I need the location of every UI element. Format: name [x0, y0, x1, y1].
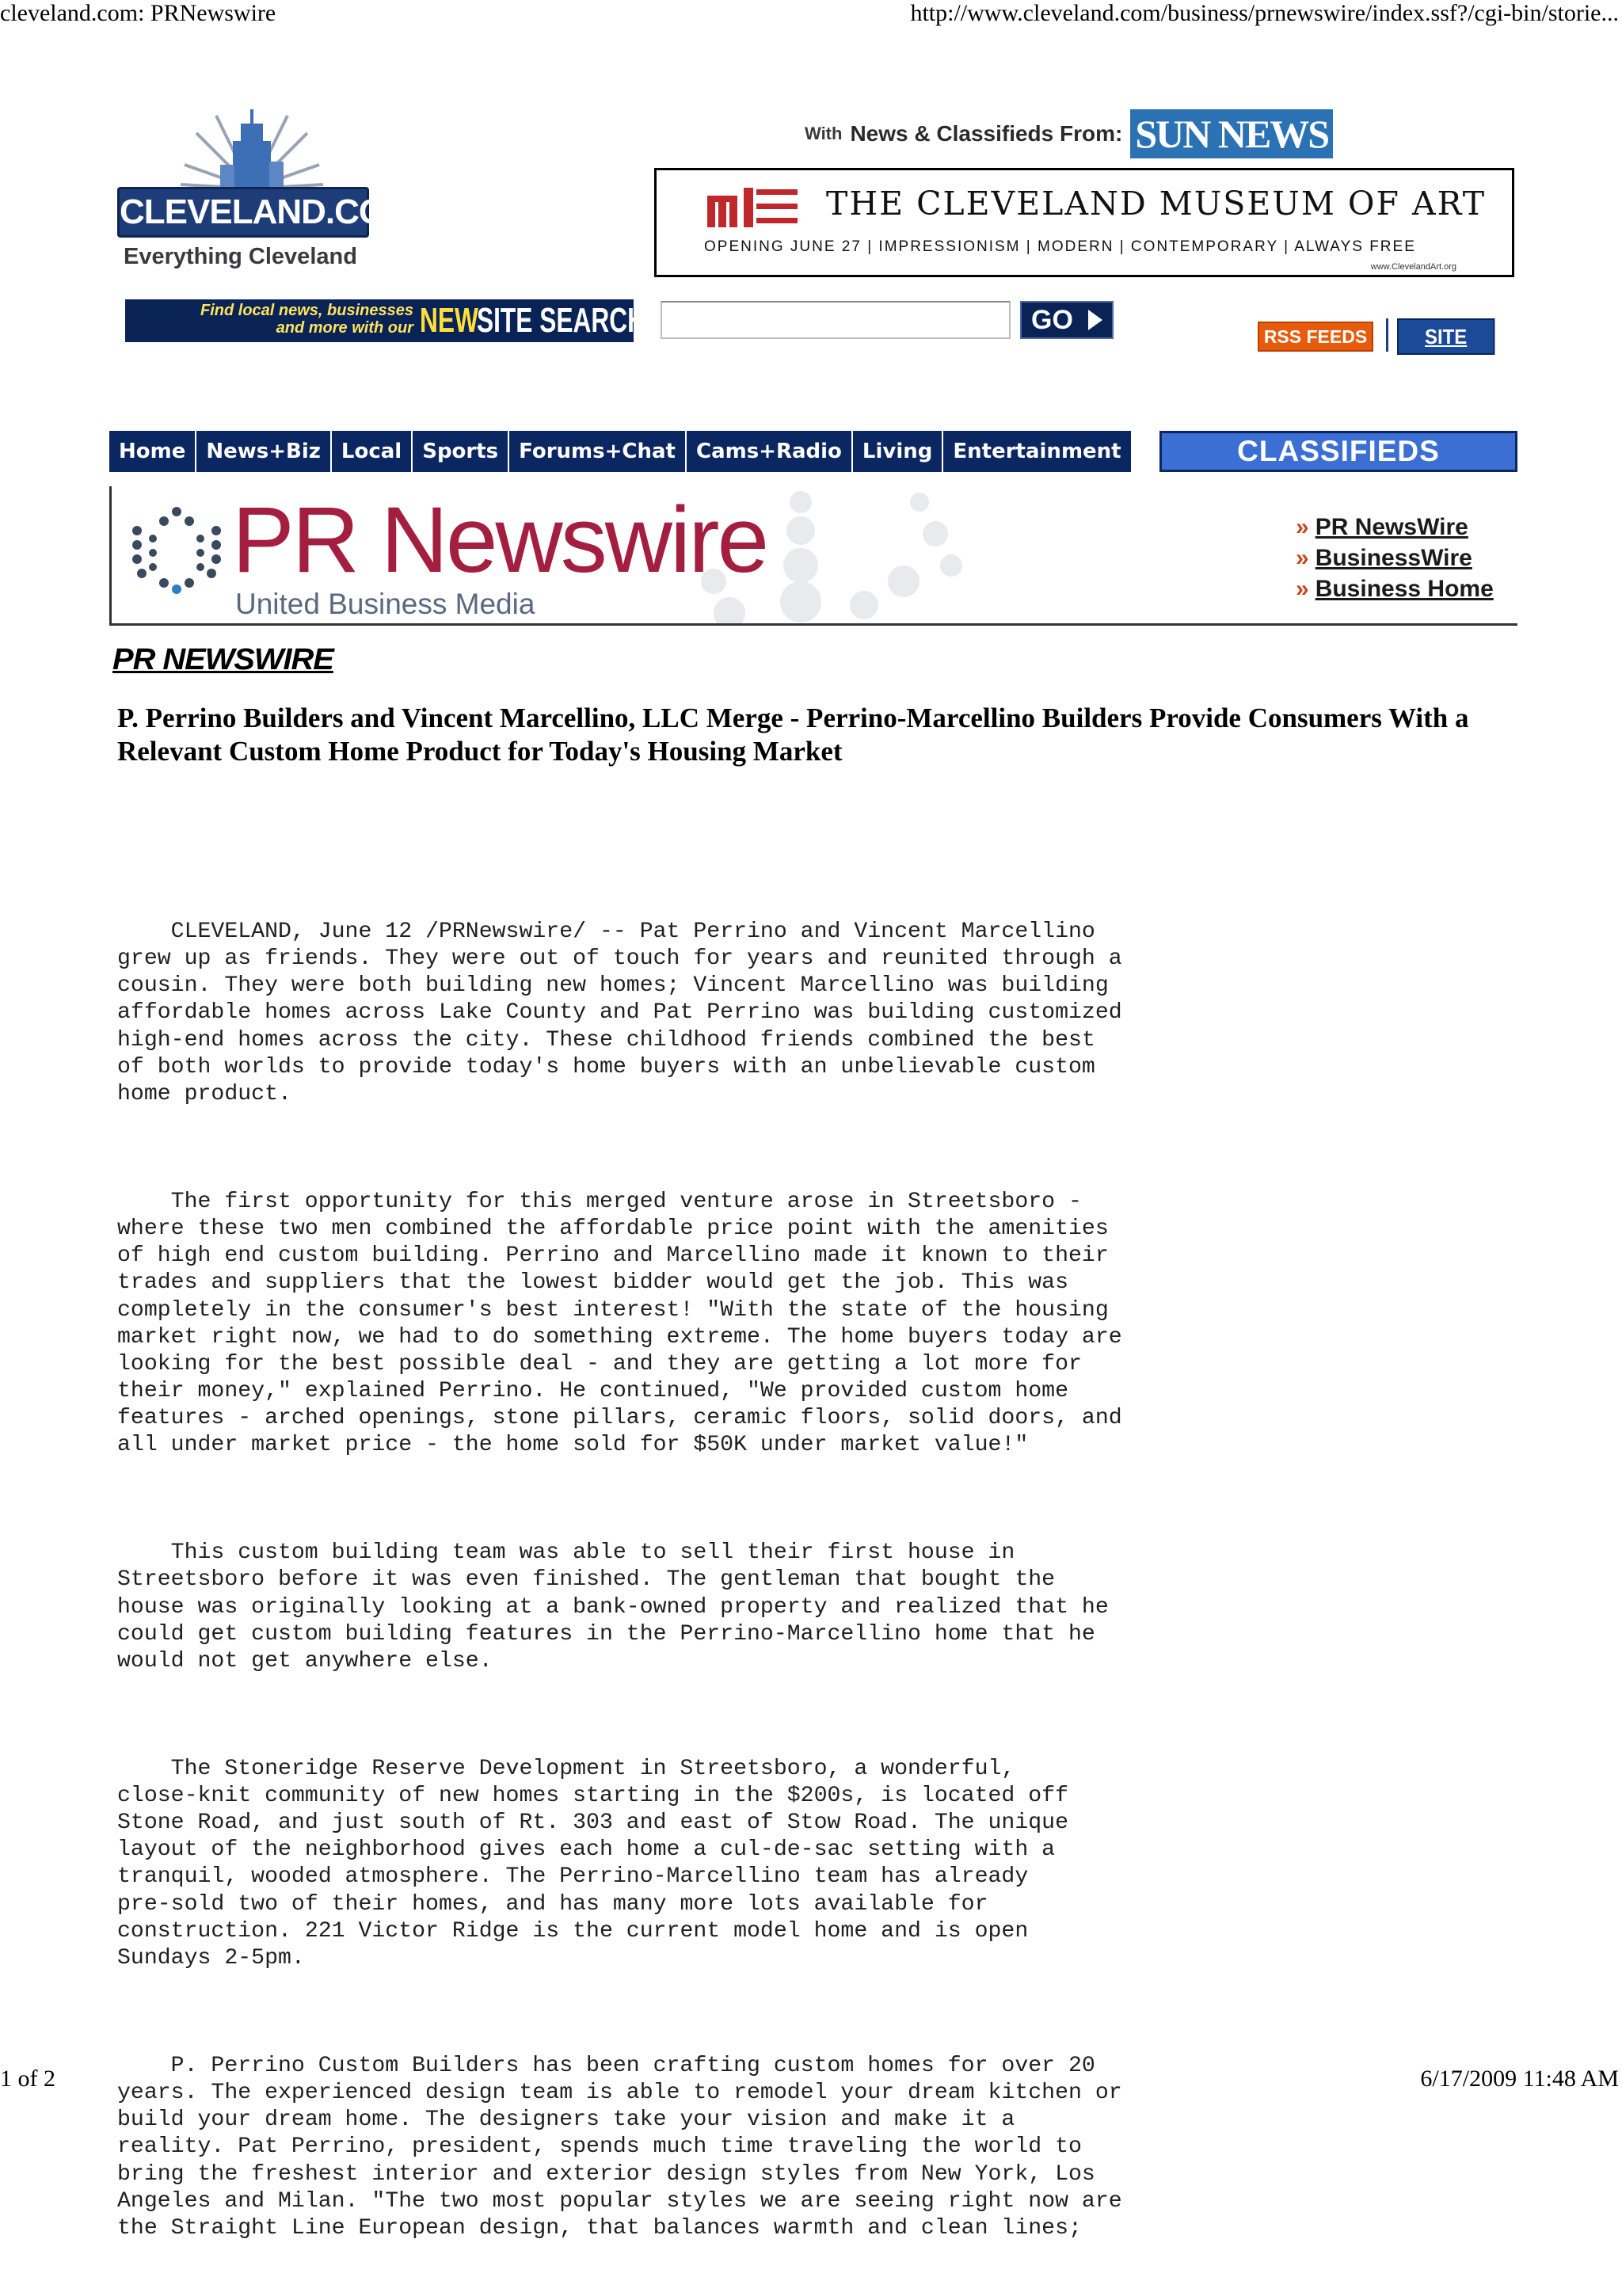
museum-ad-url: www.ClevelandArt.org [1370, 262, 1456, 272]
nav-item-news-biz[interactable]: News+Biz [196, 431, 332, 472]
pr-links-list [1296, 512, 1494, 604]
link-divider [1386, 318, 1388, 352]
article-paragraph: P. Perrino Custom Builders has been crafting custom homes for over 20 years. The experienced design team is able to remodel your dream kitchen or build your dream home. The designers take your vision and make it a reality. Pat Perrino, president, spends much time traveling the world to bring the freshest interior and exterior design styles from New York, Los Angeles and Milan. "The two most popular styles we are seeing right now are the Straight Line European design, that balances warmth and clean lines; [117, 2054, 1122, 2241]
article-paragraph: CLEVELAND, June 12 /PRNewswire/ -- Pat Perrino and Vincent Marcellino grew up as friends. They were out of touch for years and reunited through a cousin. They were both building new homes; Vincent Marcellino was building affordable homes across Lake County and Pat Perrino was building customized high-end homes across the city. These childhood friends combined the best of both worlds to provide today's home buyers with an unbelievable custom home product. [117, 920, 1122, 1106]
pr-newswire-link[interactable]: PR NewsWire [1315, 514, 1468, 540]
museum-ad-title: THE CLEVELAND MUSEUM OF ART [826, 185, 1487, 223]
print-header-title: cleveland.com: PRNewswire [0, 0, 276, 26]
nav-item-sports[interactable]: Sports [413, 431, 509, 472]
museum-logo-icon [707, 185, 802, 232]
search-new-label: NEW [420, 301, 478, 340]
search-promo-line1: Find local news, businesses [200, 302, 413, 319]
double-chevron-icon: » [1296, 545, 1309, 571]
site-logo[interactable] [117, 109, 413, 276]
sunnews-text: News & Classifieds From: [850, 121, 1123, 146]
article-paragraph: The Stoneridge Reserve Development in Streetsboro, a wonderful, close-knit community of new homes starting in the $200s, is located off Stone Road, and just south of Rt. 303 and east of Stow Road. The unique layout of the neighborhood gives each home a cul-de-sac setting with a tranquil, wooded atmosphere. The Perrino-Marcellino team has already pre-sold two of their homes, and has many more lots available for construction. 221 Victor Ridge is the current model home and is open Sundays 2-5pm. [117, 1757, 1068, 1970]
classifieds-tab[interactable]: CLASSIFIEDS [1159, 431, 1517, 472]
print-header-url: http://www.cleveland.com/business/prnewswire/index.ssf?/cgi-bin/storie... [910, 0, 1619, 26]
search-promo-line2: and more with our [276, 319, 413, 337]
pr-link-row [1296, 543, 1494, 573]
search-promo-text [128, 302, 413, 337]
nav-item-living[interactable]: Living [853, 431, 943, 472]
site-search-banner [125, 299, 654, 342]
site-tagline: Everything Cleveland [124, 244, 357, 269]
go-button[interactable] [1020, 301, 1114, 339]
museum-ad-banner[interactable] [654, 168, 1514, 277]
pr-newswire-wordmark: PR Newswire [232, 488, 767, 592]
rss-feeds-button[interactable]: RSS FEEDS [1258, 322, 1373, 352]
article-headline: P. Perrino Builders and Vincent Marcellino, LLC Merge - Perrino-Marcellino Builders Provide Consumers With a Relevant Custom Home Product for Today's Housing Market [117, 703, 1469, 767]
print-footer-page: 1 of 2 [0, 2066, 55, 2092]
businesswire-link[interactable]: BusinessWire [1315, 545, 1472, 571]
main-nav [109, 431, 1133, 472]
pr-link-row [1296, 512, 1494, 543]
double-chevron-icon: » [1296, 576, 1309, 602]
nav-item-entertainment[interactable]: Entertainment [943, 431, 1132, 472]
search-site-label: SITE SEARCH: [477, 301, 654, 340]
museum-ad-subtitle: OPENING JUNE 27 | IMPRESSIONISM | MODERN | CONTEMPORARY | ALWAYS FREE [704, 238, 1416, 255]
article-paragraph: This custom building team was able to sell their first house in Streetsboro before it was even finished. The gentleman that bought the house was originally looking at a bank-owned property and realized that he could get custom building features in the Perrino-Marcellino home that he would not get anywhere else. [117, 1540, 1109, 1673]
pr-newswire-small-logo: PR NEWSWIRE [112, 643, 333, 676]
pr-newswire-dots-icon [129, 507, 224, 594]
sunnews-logo: SUN NEWS [1130, 109, 1333, 158]
article-paragraph: The first opportunity for this merged venture arose in Streetsboro - where these two men combined the affordable price point with the amenities of high end custom building. Perrino and Marcellino made it known to their trades and suppliers that the lowest bidder would get the job. This was completely in the consumer's best interest! "With the state of the housing market right now, we had to do something extreme. The home buyers today are looking for the best possible deal - and they are getting a lot more for their money," explained Perrino. He continued, "We provided custom home features - arched openings, stone pillars, ceramic floors, solid doors, and all under market price - the home sold for $50K under market value!" [117, 1190, 1122, 1457]
article-body [117, 865, 1242, 2296]
business-home-link[interactable]: Business Home [1315, 576, 1494, 602]
nav-item-cams-radio[interactable]: Cams+Radio [687, 431, 853, 472]
play-arrow-icon [1088, 310, 1102, 330]
go-button-label: GO [1031, 305, 1073, 335]
nav-item-local[interactable]: Local [332, 431, 413, 472]
sunnews-with: With [805, 124, 843, 143]
search-input[interactable] [661, 301, 1011, 339]
pr-newswire-subtitle: United Business Media [235, 588, 535, 620]
pr-link-row [1296, 573, 1494, 604]
print-footer-date: 6/17/2009 11:48 AM [1420, 2066, 1619, 2092]
site-logo-wordmark: CLEVELAND.COM [117, 187, 369, 238]
nav-item-home[interactable]: Home [109, 431, 196, 472]
site-index-button[interactable]: SITE INDEX [1397, 318, 1494, 355]
sunnews-banner[interactable] [805, 109, 1333, 158]
double-chevron-icon: » [1296, 514, 1309, 540]
nav-item-forums-chat[interactable]: Forums+Chat [509, 431, 687, 472]
